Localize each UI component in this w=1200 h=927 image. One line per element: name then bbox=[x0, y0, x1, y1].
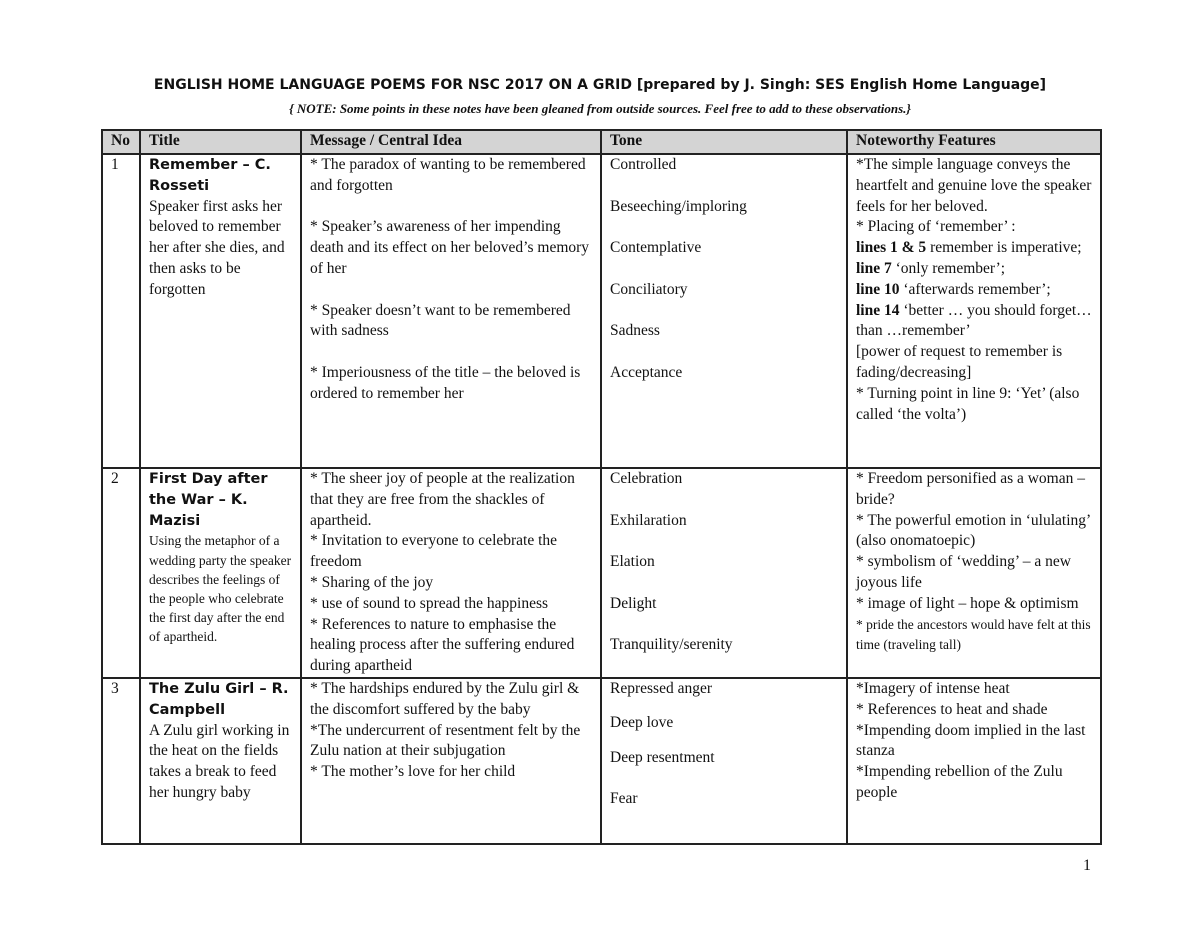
tone-item: Exhilaration bbox=[610, 511, 687, 529]
feature-point: *Impending rebellion of the Zulu people bbox=[856, 763, 1063, 801]
message-point: * Speaker doesn’t want to be remembered with sadness bbox=[310, 301, 571, 340]
column-header-title: Title bbox=[140, 130, 301, 154]
poem-title: Remember – C. Rosseti bbox=[149, 157, 271, 194]
document-title: ENGLISH HOME LANGUAGE POEMS FOR NSC 2017 ON A GRID [prepared by J. Singh: SES English Home Language] bbox=[153, 77, 1047, 93]
features-cell bbox=[847, 154, 1101, 468]
features-cell bbox=[847, 468, 1101, 678]
tone-item: Deep love bbox=[610, 714, 674, 732]
poem-title: The Zulu Girl – R. Campbell bbox=[149, 681, 289, 718]
page-number: 1 bbox=[1083, 857, 1091, 874]
feature-point: * References to heat and shade bbox=[856, 700, 1048, 718]
poem-title-cell bbox=[140, 468, 301, 678]
feature-point bbox=[856, 238, 1095, 259]
tone-cell bbox=[601, 154, 847, 468]
document-note: { NOTE: Some points in these notes have been gleaned from outside sources. Feel free to add to these observations.} bbox=[289, 101, 911, 116]
table-row bbox=[102, 468, 1101, 678]
message-point: * use of sound to spread the happiness bbox=[310, 594, 549, 612]
line-ref-text: ‘afterwards remember’; bbox=[899, 280, 1051, 298]
feature-point: * image of light – hope & optimism bbox=[856, 594, 1079, 612]
tone-item: Beseeching/imploring bbox=[610, 197, 747, 215]
message-point: * Sharing of the joy bbox=[310, 573, 434, 591]
message-point: * The hardships endured by the Zulu girl & the discomfort suffered by the baby bbox=[310, 680, 580, 718]
message-point: * Speaker’s awareness of her impending death and its effect on her beloved’s memory of her bbox=[310, 218, 590, 277]
tone-cell bbox=[601, 678, 847, 844]
row-number: 1 bbox=[102, 154, 140, 468]
column-header-message: Message / Central Idea bbox=[301, 130, 601, 154]
line-ref-text: remember is imperative; bbox=[926, 239, 1082, 257]
message-point: * Invitation to everyone to celebrate the freedom bbox=[310, 532, 558, 571]
line-ref: lines 1 & 5 bbox=[856, 239, 927, 257]
feature-point: [power of request to remember is fading/decreasing] bbox=[856, 343, 1063, 381]
row-number: 2 bbox=[102, 468, 140, 678]
tone-item: Controlled bbox=[610, 156, 677, 173]
feature-point bbox=[856, 259, 1095, 280]
message-point: * The mother’s love for her child bbox=[310, 763, 516, 781]
feature-point bbox=[856, 280, 1095, 301]
feature-point: * symbolism of ‘wedding’ – a new joyous life bbox=[856, 553, 1071, 591]
feature-point: * pride the ancestors would have felt at this time (traveling tall) bbox=[856, 616, 1091, 653]
table-header-row bbox=[102, 130, 1101, 154]
poems-grid-table bbox=[101, 129, 1102, 845]
tone-item: Acceptance bbox=[610, 363, 683, 381]
feature-point: *Impending doom implied in the last stanza bbox=[856, 721, 1086, 760]
tone-item: Deep resentment bbox=[610, 748, 715, 766]
column-header-no: No bbox=[102, 130, 140, 154]
line-ref: line 14 bbox=[856, 301, 900, 319]
tone-item: Elation bbox=[610, 553, 655, 571]
tone-item: Conciliatory bbox=[610, 280, 688, 298]
table-row bbox=[102, 678, 1101, 844]
tone-item: Tranquility/serenity bbox=[610, 636, 733, 654]
tone-item: Celebration bbox=[610, 470, 683, 487]
column-header-features: Noteworthy Features bbox=[847, 130, 1101, 154]
line-ref-text: ‘better … you should forget… than …remember’ bbox=[856, 301, 1092, 340]
message-point: *The undercurrent of resentment felt by the Zulu nation at their subjugation bbox=[310, 721, 581, 760]
poem-title-cell bbox=[140, 154, 301, 468]
line-ref-text: ‘only remember’; bbox=[891, 259, 1006, 277]
feature-point bbox=[856, 301, 1095, 343]
feature-point: * Freedom personified as a woman – bride? bbox=[856, 470, 1085, 508]
poem-summary: Using the metaphor of a wedding party the speaker describes the feelings of the people who celebrate the first day after the end of apartheid. bbox=[149, 533, 292, 645]
message-cell bbox=[301, 678, 601, 844]
features-cell bbox=[847, 678, 1101, 844]
tone-item: Sadness bbox=[610, 322, 660, 340]
tone-cell bbox=[601, 468, 847, 678]
poem-title: First Day after the War – K. Mazisi bbox=[149, 471, 268, 529]
tone-item: Delight bbox=[610, 594, 657, 612]
poem-summary: Speaker first asks her beloved to remember her after she dies, and then asks to be forgotten bbox=[149, 197, 285, 298]
message-cell bbox=[301, 154, 601, 468]
message-point: * Imperiousness of the title – the beloved is ordered to remember her bbox=[310, 363, 581, 402]
message-cell bbox=[301, 468, 601, 678]
tone-item: Repressed anger bbox=[610, 680, 712, 697]
message-point: * The sheer joy of people at the realization that they are free from the shackles of apartheid. bbox=[310, 470, 575, 529]
feature-point: *The simple language conveys the heartfelt and genuine love the speaker feels for her beloved. bbox=[856, 156, 1092, 215]
poem-summary: A Zulu girl working in the heat on the fields takes a break to feed her hungry baby bbox=[149, 721, 290, 801]
line-ref: line 7 bbox=[856, 259, 892, 277]
poem-title-cell bbox=[140, 678, 301, 844]
tone-item: Fear bbox=[610, 790, 638, 808]
feature-point: *Imagery of intense heat bbox=[856, 680, 1010, 697]
column-header-tone: Tone bbox=[601, 130, 847, 154]
message-point: * References to nature to emphasise the healing process after the suffering endured during apartheid bbox=[310, 615, 575, 675]
row-number: 3 bbox=[102, 678, 140, 844]
table-row bbox=[102, 154, 1101, 468]
feature-point: * Placing of ‘remember’ : bbox=[856, 218, 1016, 236]
tone-item: Contemplative bbox=[610, 239, 702, 257]
feature-point: * The powerful emotion in ‘ululating’ (also onomatoepic) bbox=[856, 511, 1091, 550]
message-point: * The paradox of wanting to be remembered and forgotten bbox=[310, 156, 586, 194]
feature-point: * Turning point in line 9: ‘Yet’ (also called ‘the volta’) bbox=[856, 384, 1080, 423]
line-ref: line 10 bbox=[856, 280, 900, 298]
